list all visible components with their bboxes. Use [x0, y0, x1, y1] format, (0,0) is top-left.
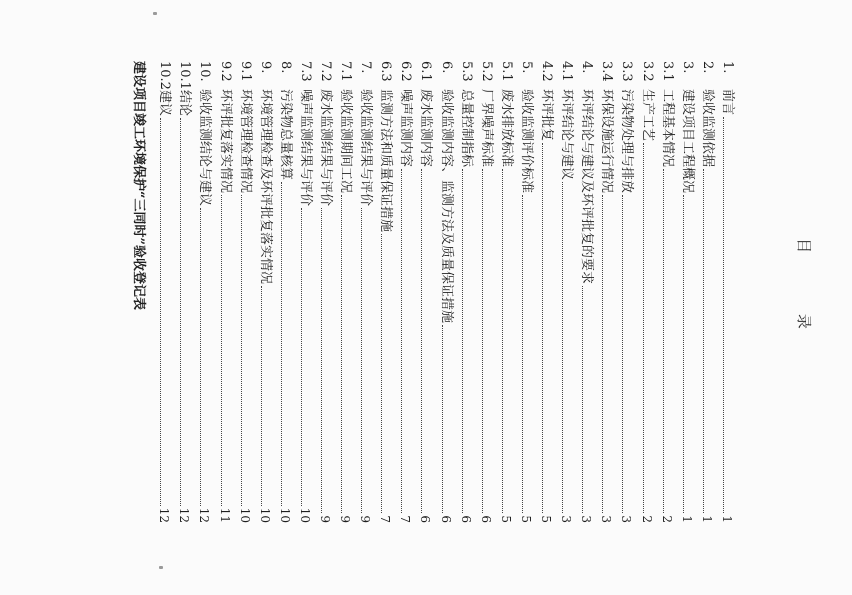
- dot-leader: [180, 118, 181, 506]
- entry-title: 验收监测评价标准: [518, 89, 534, 194]
- dot-leader: [261, 286, 262, 506]
- entry-page: 6: [478, 515, 493, 523]
- entry-title: 建设项目工程概况: [679, 89, 695, 194]
- toc-entry: [218, 61, 238, 523]
- toc-entry: [358, 61, 378, 523]
- toc-entry: [700, 61, 720, 523]
- entry-number: 6.: [438, 61, 454, 74]
- dot-leader: [442, 325, 443, 513]
- entry-page: 3: [579, 515, 594, 523]
- entry-number: 5.2: [478, 61, 494, 82]
- dot-leader: [723, 117, 724, 513]
- entry-number: 10.2: [157, 61, 173, 90]
- entry-title: 验收监测内容、监测方法及质量保证措施: [438, 89, 454, 324]
- entry-title: 前言: [719, 89, 735, 116]
- toc-list: [131, 61, 740, 523]
- entry-page: 7: [378, 515, 393, 523]
- entry-page: 10: [277, 507, 292, 523]
- dot-leader: [502, 169, 503, 513]
- toc-entry: [459, 61, 479, 523]
- toc-entry: [378, 61, 398, 523]
- entry-title: 监测方法和质量保证措施: [378, 89, 394, 233]
- entry-title: 环评结论与建议及环评批复的要求: [579, 89, 595, 285]
- entry-number: 4.1: [559, 61, 575, 82]
- entry-number: 7.2: [318, 61, 334, 82]
- entry-number: 8.: [277, 61, 293, 74]
- entry-page: 7: [398, 515, 413, 523]
- toc-entry: [680, 61, 700, 523]
- entry-title: 结论: [177, 89, 193, 116]
- entry-page: 10: [257, 507, 272, 523]
- entry-title: 厂界噪声标准: [478, 89, 494, 168]
- toc-entry: [720, 61, 740, 523]
- entry-number: 3.2: [639, 61, 655, 82]
- entry-page: 2: [659, 515, 674, 523]
- dot-leader: [381, 234, 382, 513]
- entry-page: 3: [599, 515, 614, 523]
- entry-page: 3: [619, 515, 634, 523]
- entry-number: 6.3: [378, 61, 394, 82]
- entry-page: 1: [679, 515, 694, 523]
- entry-page: 2: [639, 515, 654, 523]
- toc-entry: [238, 61, 258, 523]
- toc-entry: [439, 61, 459, 523]
- entry-number: 9.2: [217, 61, 233, 82]
- entry-number: 10.: [197, 61, 213, 82]
- dot-leader: [602, 195, 603, 513]
- dot-leader: [703, 169, 704, 513]
- entry-title: 废水排放标准: [498, 89, 514, 168]
- entry-title: 工程基本情况: [659, 89, 675, 168]
- dot-leader: [462, 169, 463, 513]
- toc-entry: [177, 61, 197, 523]
- entry-title: 验收监测结果与评价: [358, 89, 374, 207]
- toc-entry: [660, 61, 680, 523]
- entry-page: 9: [338, 515, 353, 523]
- entry-page: 5: [539, 515, 554, 523]
- toc-entry: [539, 61, 559, 523]
- dot-leader: [341, 195, 342, 513]
- toc-entry: [559, 61, 579, 523]
- toc-entry: [338, 61, 358, 523]
- toc-entry: [499, 61, 519, 523]
- dot-leader: [200, 208, 201, 506]
- entry-number: 3.1: [659, 61, 675, 82]
- entry-page: 11: [217, 507, 232, 523]
- footer-entry-title: 建设项目竣工环境保护“三同时”验收登记表: [131, 61, 147, 310]
- entry-title: 验收监测依据: [699, 89, 715, 168]
- dot-leader: [582, 286, 583, 513]
- toc-entry: [258, 61, 278, 523]
- dot-leader: [221, 195, 222, 506]
- dot-leader: [401, 169, 402, 513]
- entry-title: 废水监测内容: [418, 89, 434, 168]
- toc-entry: [398, 61, 418, 523]
- dot-leader: [301, 208, 302, 506]
- entry-page: 5: [518, 515, 533, 523]
- dot-leader: [683, 195, 684, 513]
- entry-page: 12: [177, 507, 192, 523]
- entry-title: 环保设施运行情况: [599, 89, 615, 194]
- entry-number: 5.3: [458, 61, 474, 82]
- entry-number: 10.1: [177, 61, 193, 90]
- entry-number: 5.: [518, 61, 534, 74]
- entry-number: 3.: [679, 61, 695, 74]
- dot-leader: [663, 169, 664, 513]
- dot-leader: [160, 118, 161, 506]
- entry-number: 5.1: [498, 61, 514, 82]
- entry-title: 污染物处理与排放: [619, 89, 635, 194]
- entry-title: 总量控制指标: [458, 89, 474, 168]
- entry-title: 建议: [157, 89, 173, 116]
- toc-entry: [298, 61, 318, 523]
- toc-entry: [157, 61, 177, 523]
- toc-entry: [197, 61, 217, 523]
- entry-title: 生产工艺: [639, 89, 655, 142]
- entry-title: 噪声监测结果与评价: [297, 89, 313, 207]
- toc-entry: [419, 61, 439, 523]
- entry-page: 9: [318, 515, 333, 523]
- entry-number: 6.1: [418, 61, 434, 82]
- entry-page: 6: [458, 515, 473, 523]
- entry-title: 噪声监测内容: [398, 89, 414, 168]
- entry-page: 10: [297, 507, 312, 523]
- dot-leader: [542, 143, 543, 513]
- entry-page: 1: [699, 515, 714, 523]
- entry-title: 废水监测结果与评价: [318, 89, 334, 207]
- entry-number: 3.3: [619, 61, 635, 82]
- dot-leader: [321, 208, 322, 513]
- dot-leader: [622, 195, 623, 513]
- dot-leader: [422, 169, 423, 513]
- entry-number: 9.1: [237, 61, 253, 82]
- toc-footer-entry: [131, 61, 151, 523]
- dot-leader: [562, 182, 563, 513]
- entry-number: 7.3: [297, 61, 313, 82]
- entry-number: 2.: [699, 61, 715, 74]
- entry-page: 3: [559, 515, 574, 523]
- toc-entry: [619, 61, 639, 523]
- toc-entry: [479, 61, 499, 523]
- dot-leader: [241, 195, 242, 506]
- entry-page: 6: [438, 515, 453, 523]
- entry-number: 7.: [358, 61, 374, 74]
- entry-page: 6: [418, 515, 433, 523]
- toc-entry: [318, 61, 338, 523]
- entry-number: 3.4: [599, 61, 615, 82]
- entry-title: 环评批复: [539, 89, 555, 142]
- entry-title: 环境管理检查及环评批复落实情况: [257, 89, 273, 285]
- entry-page: 12: [157, 507, 172, 523]
- entry-number: 4.2: [539, 61, 555, 82]
- entry-number: 9.: [257, 61, 273, 74]
- entry-number: 6.2: [398, 61, 414, 82]
- toc-entry: [599, 61, 619, 523]
- dot-leader: [643, 143, 644, 513]
- dot-leader: [361, 208, 362, 513]
- entry-page: 1: [719, 515, 734, 523]
- entry-page: 5: [498, 515, 513, 523]
- dot-leader: [482, 169, 483, 513]
- entry-page: 9: [358, 515, 373, 523]
- entry-page: 10: [237, 507, 252, 523]
- entry-number: 4.: [579, 61, 595, 74]
- entry-title: 污染物总量核算: [277, 89, 293, 181]
- entry-title: 验收监测期间工况: [338, 89, 354, 194]
- toc-entry: [579, 61, 599, 523]
- entry-title: 环评批复落实情况: [217, 89, 233, 194]
- entry-title: 环境管理检查情况: [237, 89, 253, 194]
- entry-page: 12: [197, 507, 212, 523]
- entry-title: 环评结论与建议: [559, 89, 575, 181]
- entry-title: 验收监测结论与建议: [197, 89, 213, 207]
- dot-leader: [281, 182, 282, 506]
- toc-entry: [519, 61, 539, 523]
- entry-number: 7.1: [338, 61, 354, 82]
- dot-leader: [522, 195, 523, 513]
- entry-number: 1.: [719, 61, 735, 74]
- toc-entry: [640, 61, 660, 523]
- toc-title: 目 录: [795, 238, 813, 357]
- toc-entry: [278, 61, 298, 523]
